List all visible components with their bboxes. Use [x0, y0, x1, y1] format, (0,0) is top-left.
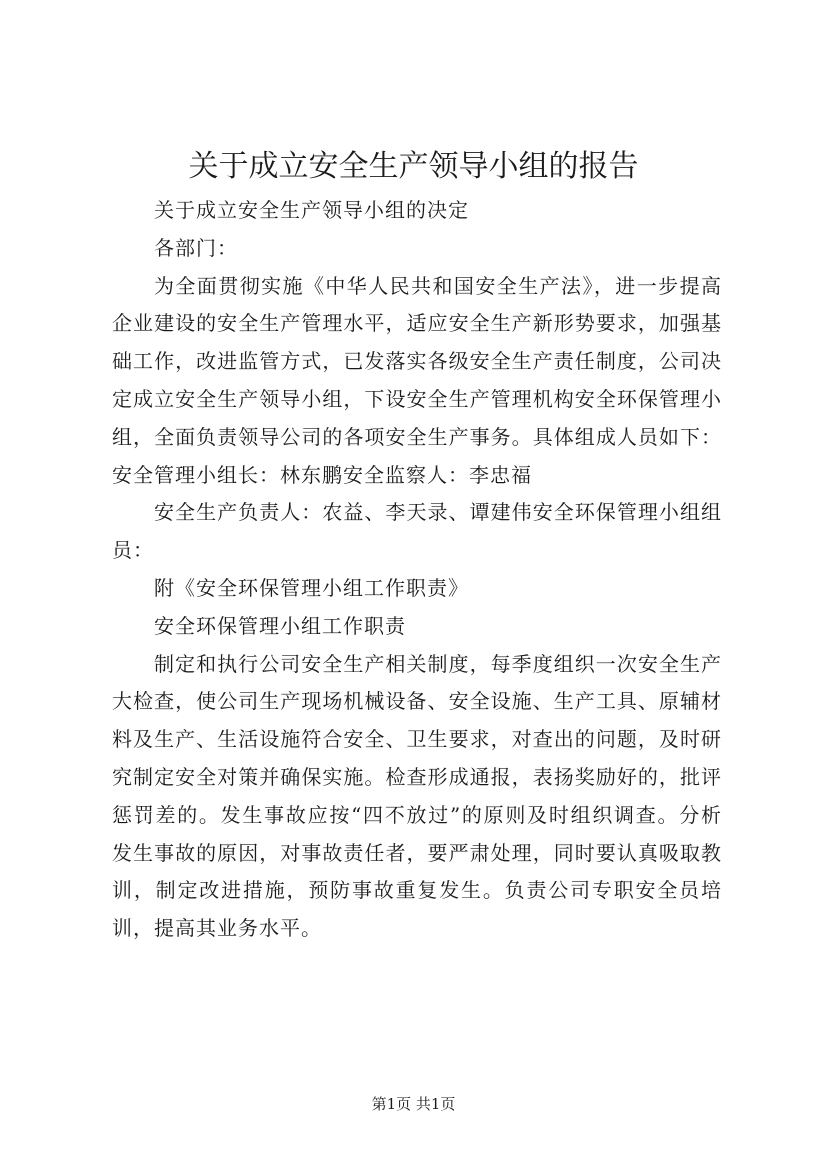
paragraph-decision-title: 关于成立安全生产领导小组的决定: [154, 198, 469, 222]
paragraph-duties: 制定和执行公司安全生产相关制度，每季度组织一次安全生产大检查，使公司生产现场机械设备、安全设施、生产工具、原辅材料及生产、生活设施符合安全、卫生要求，对查出的问题，及时研究制定安全对策并确保实施。检查形成通报，表扬奖励好的，批评惩罚差的。发生事故应按“四不放过”的原则及时组织调查。分析发生事故的原因，对事故责任者，要严肃处理，同时要认真吸取教训，制定改进措施，预防事故重复发生。负责公司专职安全员培训，提高其业务水平。: [112, 651, 722, 941]
document-title: 关于成立安全生产领导小组的报告: [188, 149, 639, 184]
paragraph-duties-heading: 安全环保管理小组工作职责: [154, 613, 406, 638]
paragraph-responsible-persons: 安全生产负责人：农益、李天录、谭建伟安全环保管理小组组员：: [112, 500, 722, 563]
document-body: [112, 192, 722, 948]
paragraph-attachment: 附《安全环保管理小组工作职责》: [154, 575, 469, 600]
paragraph-salutation: 各部门：: [154, 235, 238, 260]
paragraph-main: 为全面贯彻实施《中华人民共和国安全生产法》，进一步提高企业建设的安全生产管理水平，适应安全生产新形势要求，加强基础工作，改进监管方式，已发落实各级安全生产责任制度，公司决定成立安全生产领导小组，下设安全生产管理机构安全环保管理小组，全面负责领导公司的各项安全生产事务。具体组成人员如下：安全管理小组长：林东鹏安全监察人：李忠福: [112, 273, 722, 487]
page-footer: 第1页 共1页: [371, 1095, 456, 1113]
